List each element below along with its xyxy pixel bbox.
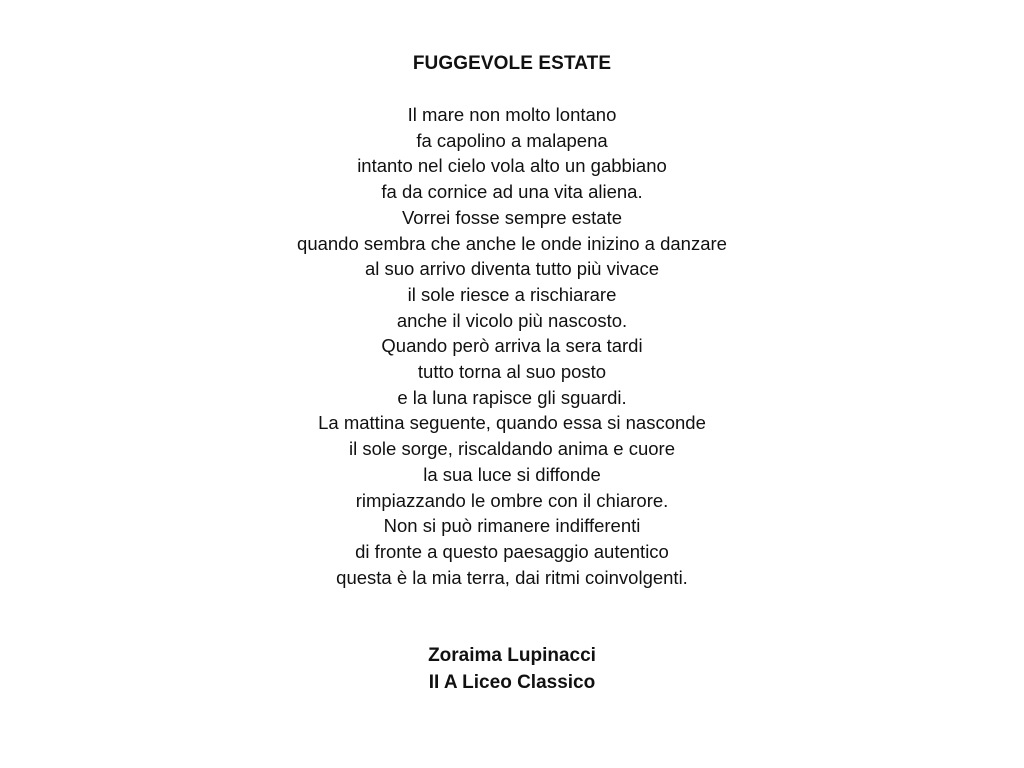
author-name: Zoraima Lupinacci [428,645,596,666]
poem-line: di fronte a questo paesaggio autentico [355,540,669,562]
poem-line: Vorrei fosse sempre estate [401,206,623,228]
poem-line: quando sembra che anche le onde inizino a danzare [297,232,727,254]
poem-line: la sua luce si diffonde [423,463,601,485]
poem-line: al suo arrivo diventa tutto più vivace [364,258,660,280]
poem-line: fa da cornice ad una vita aliena. [381,181,643,203]
poem-line: e la luna rapisce gli sguardi. [397,386,627,408]
poem-line: Non si può rimanere indifferenti [383,515,641,537]
poem-line: questa è la mia terra, dai ritmi coinvolgenti. [336,566,688,588]
poem-line: il sole riesce a rischiarare [407,283,617,305]
poem-body [0,102,1024,590]
poem-line: anche il vicolo più nascosto. [396,309,628,331]
poem-line: tutto torna al suo posto [417,361,607,383]
poem-line: Quando però arriva la sera tardi [381,335,643,357]
author-class: II A Liceo Classico [428,672,596,693]
poem-title: FUGGEVOLE ESTATE [412,53,612,74]
poem-line: il sole sorge, riscaldando anima e cuore [349,438,675,460]
poem-line: rimpiazzando le ombre con il chiarore. [355,489,669,511]
poem-line: Il mare non molto lontano [407,104,617,125]
poem-line: intanto nel cielo vola alto un gabbiano [357,155,667,177]
poem-signature [0,642,1024,696]
poem-line: fa capolino a malapena [416,129,608,151]
poem-line: La mattina seguente, quando essa si nasconde [318,412,706,434]
